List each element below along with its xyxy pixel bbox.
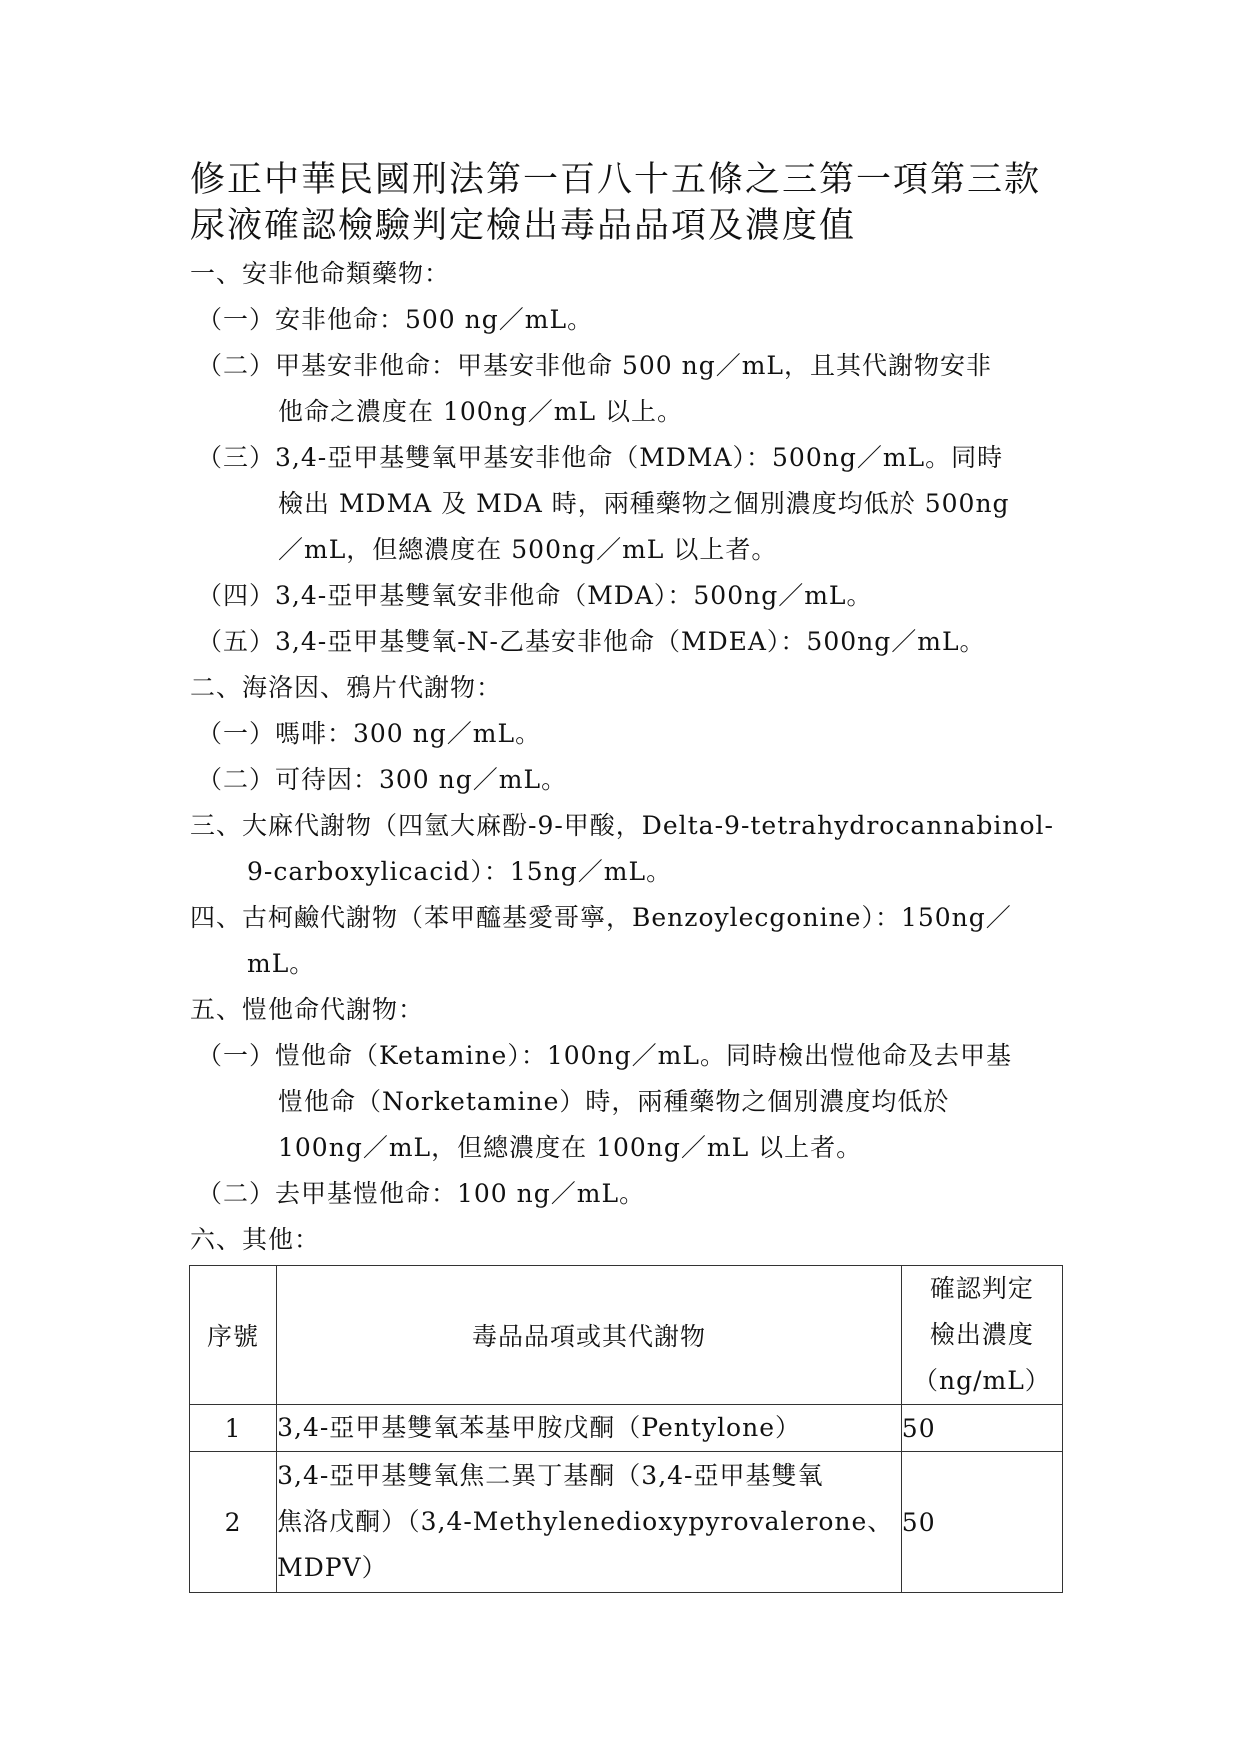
header-concentration-line-3: （ng/mL） (912, 1366, 1051, 1395)
header-concentration-line-2: 檢出濃度 (929, 1320, 1034, 1349)
section-3-heading: 三、大麻代謝物（四氫大麻酚-9-甲酸，Delta-9-tetrahydrocannabinol- (190, 811, 1054, 840)
row-concentration: 50 (901, 1405, 1062, 1452)
row-substance-line-3: MDPV） (277, 1553, 388, 1582)
section-6-heading: 六、其他： (190, 1225, 321, 1254)
header-concentration (901, 1266, 1062, 1405)
row-substance: 3,4-亞甲基雙氧苯基甲胺戊酮（Pentylone） (277, 1405, 902, 1452)
section-5-heading: 五、愷他命代謝物： (190, 995, 425, 1024)
header-substance: 毒品品項或其代謝物 (277, 1266, 902, 1405)
section-1-item-1: （一）安非他命：500 ng／mL。 (197, 305, 594, 334)
row-substance-line-2: 焦洛戊酮）（3,4-Methylenedioxypyrovalerone、 (277, 1507, 894, 1536)
section-5-item-2: （二）去甲基愷他命：100 ng／mL。 (197, 1179, 646, 1208)
section-1-item-3-cont-1: 檢出 MDMA 及 MDA 時，兩種藥物之個別濃度均低於 500ng (278, 489, 1010, 518)
section-1-heading: 一、安非他命類藥物： (190, 259, 451, 288)
table-header-row (190, 1266, 1063, 1405)
document-title-line-2: 尿液確認檢驗判定檢出毒品品項及濃度值 (190, 206, 857, 246)
row-concentration: 50 (901, 1452, 1062, 1593)
header-concentration-line-1: 確認判定 (929, 1274, 1034, 1303)
section-2-item-1: （一）嗎啡：300 ng／mL。 (197, 719, 542, 748)
section-2-item-2: （二）可待因：300 ng／mL。 (197, 765, 568, 794)
section-4-heading: 四、古柯鹼代謝物（苯甲醯基愛哥寧，Benzoylecgonine）：150ng／ (190, 903, 1012, 932)
section-1-item-3-cont-2: ／mL，但總濃度在 500ng／mL 以上者。 (278, 535, 778, 564)
section-4-heading-cont: mL。 (247, 949, 316, 978)
section-5-item-1: （一）愷他命（Ketamine）：100ng／mL。同時檢出愷他命及去甲基 (197, 1041, 1012, 1070)
section-5-item-1-cont-1: 愷他命（Norketamine）時，兩種藥物之個別濃度均低於 (278, 1087, 950, 1116)
table-row (190, 1405, 1063, 1452)
section-1-item-5: （五）3,4-亞甲基雙氧-N-乙基安非他命（MDEA）：500ng／mL。 (197, 627, 986, 656)
section-1-item-4: （四）3,4-亞甲基雙氧安非他命（MDA）：500ng／mL。 (197, 581, 873, 610)
section-3-heading-cont: 9-carboxylicacid）：15ng／mL。 (247, 857, 673, 886)
section-5-item-1-cont-2: 100ng／mL，但總濃度在 100ng／mL 以上者。 (278, 1133, 863, 1162)
row-serial-number: 1 (190, 1405, 277, 1452)
section-1-item-3: （三）3,4-亞甲基雙氧甲基安非他命（MDMA）：500ng／mL。同時 (197, 443, 1004, 472)
section-2-heading: 二、海洛因、鴉片代謝物： (190, 673, 503, 702)
header-serial-number: 序號 (190, 1266, 277, 1405)
section-1-item-2-cont: 他命之濃度在 100ng／mL 以上。 (278, 397, 684, 426)
document-title-line-1: 修正中華民國刑法第一百八十五條之三第一項第三款 (190, 160, 1042, 200)
section-1-item-2: （二）甲基安非他命：甲基安非他命 500 ng／mL，且其代謝物安非 (197, 351, 993, 380)
row-serial-number: 2 (190, 1452, 277, 1593)
row-substance-line-1: 3,4-亞甲基雙氧焦二異丁基酮（3,4-亞甲基雙氧 (277, 1461, 824, 1490)
row-substance (277, 1452, 902, 1593)
table-row (190, 1452, 1063, 1593)
other-substances-table (189, 1265, 1063, 1593)
